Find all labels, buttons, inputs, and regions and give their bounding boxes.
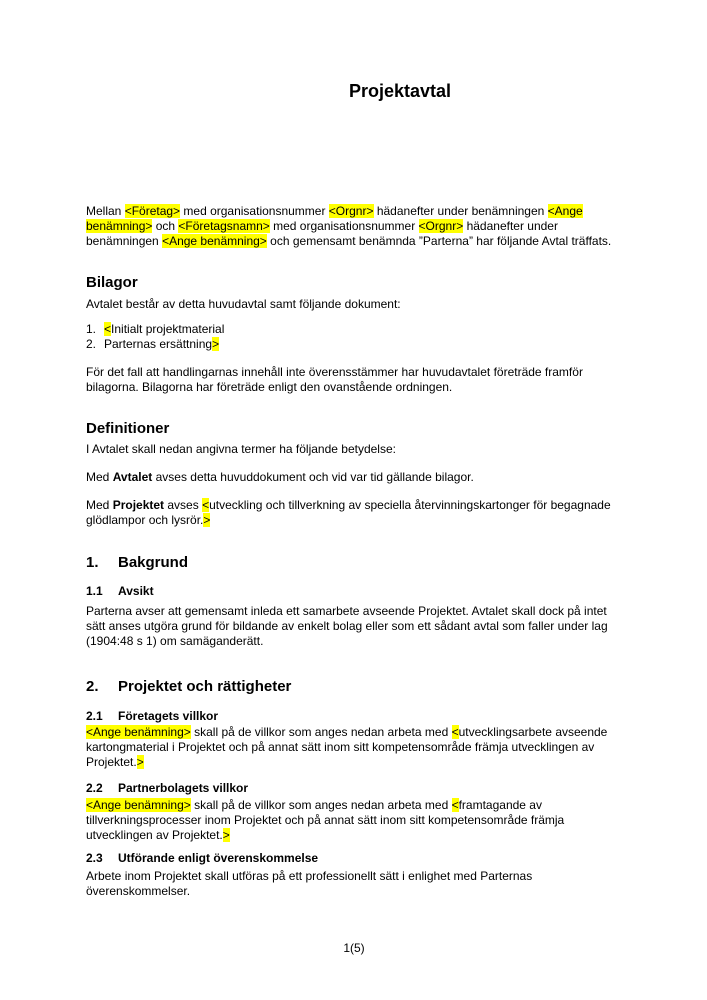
- text-run: skall på de villkor som anges nedan arbeta med: [190, 798, 452, 812]
- bilagor-paragraph-1: Avtalet består av detta huvudavtal samt följande dokument:: [86, 297, 401, 311]
- section-number: 2.3: [86, 851, 103, 865]
- text-run: med organisationsnummer: [269, 219, 419, 233]
- definitioner-paragraph-2: [86, 470, 622, 485]
- text-run: Parternas ersättning: [104, 337, 213, 351]
- section-number: 2.: [86, 678, 99, 695]
- section-title: Avsikt: [118, 584, 154, 598]
- bilagor-list: [86, 322, 622, 352]
- defined-term: Projektet: [112, 498, 165, 512]
- placeholder-highlight[interactable]: >: [203, 513, 211, 527]
- text-run: Med: [86, 470, 113, 484]
- text-run: avses: [164, 498, 203, 512]
- heading-section-2-2: [86, 781, 622, 796]
- list-item: [86, 337, 622, 352]
- section-title: Bakgrund: [118, 554, 189, 571]
- list-number: 1.: [86, 322, 97, 336]
- heading-definitioner: Definitioner: [86, 420, 170, 437]
- list-item-text: [104, 322, 224, 337]
- placeholder-highlight[interactable]: <Företag>: [124, 204, 181, 218]
- placeholder-highlight[interactable]: <Företagsnamn>: [178, 219, 270, 233]
- heading-bilagor: Bilagor: [86, 274, 138, 291]
- heading-section-2-3: [86, 851, 622, 866]
- placeholder-highlight[interactable]: >: [212, 337, 220, 351]
- text-run: skall på de villkor som anges nedan arbeta med: [190, 725, 452, 739]
- section-number: 2.2: [86, 781, 103, 795]
- page-number: 1(5): [343, 941, 365, 955]
- text-run: hädanefter under benämningen: [373, 204, 548, 218]
- placeholder-highlight[interactable]: <: [104, 322, 112, 336]
- text-run: utveckling och tillverkning av speciella återvinningskartonger för begagnade glödlampor och lysrör.: [86, 498, 611, 527]
- placeholder-highlight[interactable]: <: [202, 498, 210, 512]
- text-run: med organisationsnummer: [180, 204, 329, 218]
- placeholder-highlight[interactable]: <Ange benämning>: [162, 234, 267, 248]
- page-content: [86, 0, 622, 899]
- placeholder-highlight[interactable]: >: [136, 755, 144, 769]
- list-item-text: [104, 337, 219, 352]
- section-1-1-body: Parterna avser att gemensamt inleda ett samarbete avseende Projektet. Avtalet skall dock på intet sätt anses utgöra grund för bildande av enkelt bolag eller som ett sådant avtal som faller under lag (1904:48 s 1) om samäganderätt.: [86, 604, 608, 648]
- placeholder-highlight[interactable]: <Orgnr>: [418, 219, 464, 233]
- placeholder-highlight[interactable]: >: [222, 828, 230, 842]
- text-run: och gemensamt benämnda ”Parterna” har följande Avtal träffats.: [266, 234, 612, 248]
- section-2-3-body: Arbete inom Projektet skall utföras på ett professionellt sätt i enlighet med Parternas överenskommelser.: [86, 869, 533, 898]
- placeholder-highlight[interactable]: <Ange benämning>: [86, 204, 583, 233]
- placeholder-highlight[interactable]: <Ange benämning>: [86, 798, 191, 812]
- list-number: 2.: [86, 337, 97, 351]
- text-run: Initialt projektmaterial: [111, 322, 225, 336]
- section-2-2-body: [86, 798, 622, 843]
- text-run: utvecklingsarbete avseende kartongmaterial i Projektet och på annat sätt inom sitt kompetensområde främja utvecklingen av Projektet.: [86, 725, 608, 769]
- section-number: 1.: [86, 554, 99, 571]
- heading-section-2: [86, 678, 622, 696]
- list-item: [86, 322, 622, 337]
- section-2-1-body: [86, 725, 622, 770]
- section-title: Utförande enligt överenskommelse: [118, 851, 319, 865]
- placeholder-highlight[interactable]: <: [451, 798, 459, 812]
- heading-section-2-1: [86, 709, 622, 724]
- text-run: och: [152, 219, 179, 233]
- section-title: Företagets villkor: [118, 709, 219, 723]
- placeholder-highlight[interactable]: <Ange benämning>: [86, 725, 191, 739]
- heading-section-1: [86, 554, 622, 572]
- placeholder-highlight[interactable]: <Orgnr>: [328, 204, 374, 218]
- intro-paragraph: [86, 204, 622, 249]
- section-title: Partnerbolagets villkor: [118, 781, 249, 795]
- text-run: Mellan: [86, 204, 125, 218]
- section-number: 1.1: [86, 584, 103, 598]
- text-run: avses detta huvuddokument och vid var tid gällande bilagor.: [152, 470, 474, 484]
- text-run: framtagande av tillverkningsprocesser inom Projektet och på annat sätt inom sitt kompetensområde främja utvecklingen av Projektet.: [86, 798, 565, 842]
- heading-section-1-1: [86, 584, 622, 599]
- text-run: hädanefter under benämningen: [86, 219, 558, 248]
- text-run: Med: [86, 498, 113, 512]
- section-number: 2.1: [86, 709, 103, 723]
- definitioner-paragraph-3: [86, 498, 622, 528]
- defined-term: Avtalet: [112, 470, 153, 484]
- bilagor-paragraph-2: För det fall att handlingarnas innehåll inte överensstämmer har huvudavtalet företräde framför bilagorna. Bilagorna har företräde enligt den ovanstående ordningen.: [86, 365, 583, 394]
- definitioner-paragraph-1: I Avtalet skall nedan angivna termer ha följande betydelse:: [86, 442, 396, 456]
- document-title: Projektavtal: [348, 81, 452, 101]
- section-title: Projektet och rättigheter: [118, 678, 292, 695]
- placeholder-highlight[interactable]: <: [451, 725, 459, 739]
